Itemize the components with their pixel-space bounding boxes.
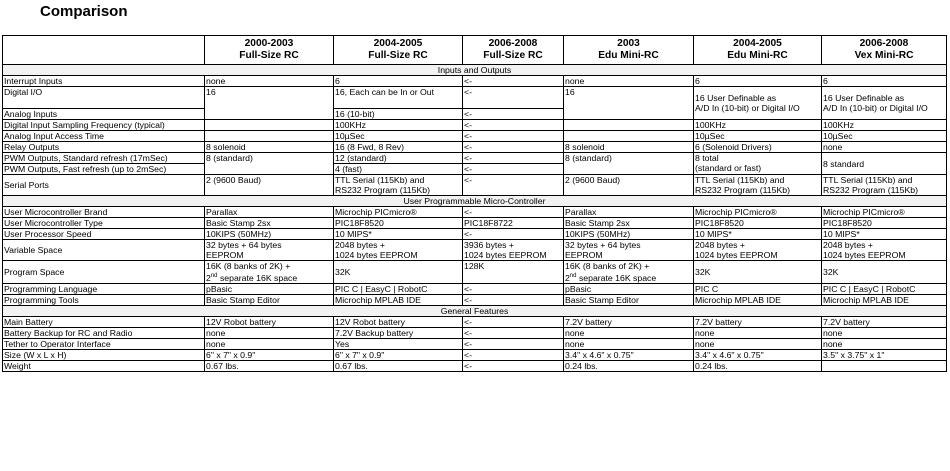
cell: 16 <box>564 87 694 120</box>
cell: PIC18F8520 <box>334 218 463 229</box>
cell: none <box>822 339 947 350</box>
cell: 10KIPS (50MHz) <box>205 229 334 240</box>
section-row <box>3 306 947 317</box>
row-label: Analog Input Access Time <box>3 131 205 142</box>
cell: 100KHz <box>822 120 947 131</box>
cell: 2048 bytes + 1024 bytes EEPROM <box>334 240 463 261</box>
table-row <box>3 295 947 306</box>
cell: Microchip MPLAB IDE <box>694 295 822 306</box>
cell: 0.67 lbs. <box>334 361 463 372</box>
table-row <box>3 350 947 361</box>
header-blank <box>3 36 205 65</box>
cell: 10µSec <box>822 131 947 142</box>
row-label: Programming Tools <box>3 295 205 306</box>
cell: 8 total (standard or fast) <box>694 153 822 175</box>
cell: TTL Serial (115Kb) and RS232 Program (115Kb) <box>334 175 463 196</box>
section-row <box>3 196 947 207</box>
cell: PIC18F8722 <box>463 218 564 229</box>
cell: none <box>822 142 947 153</box>
cell: <- <box>463 142 564 153</box>
table-row <box>3 317 947 328</box>
cell: 4 (fast) <box>334 164 463 175</box>
row-label: Battery Backup for RC and Radio <box>3 328 205 339</box>
cell: 6" x 7" x 0.9" <box>334 350 463 361</box>
cell: 16, Each can be In or Out <box>334 87 463 109</box>
cell: <- <box>463 76 564 87</box>
cell: 3.4" x 4.6" x 0.75" <box>564 350 694 361</box>
cell: <- <box>463 328 564 339</box>
cell <box>822 361 947 372</box>
cell: 32K <box>334 261 463 284</box>
column-header: 2006-2008 Vex Mini-RC <box>822 36 947 65</box>
cell <box>564 131 694 142</box>
row-label: Programming Language <box>3 284 205 295</box>
cell: 32K <box>694 261 822 284</box>
cell: 16 User Definable as A/D In (10-bit) or Digital I/O <box>694 87 822 120</box>
cell: PIC18F8520 <box>822 218 947 229</box>
cell: 3.5" x 3.75" x 1" <box>822 350 947 361</box>
cell: 8 (standard) <box>205 153 334 175</box>
cell: <- <box>463 175 564 196</box>
row-label: Digital Input Sampling Frequency (typical) <box>3 120 205 131</box>
cell: Basic Stamp Editor <box>205 295 334 306</box>
cell: none <box>564 328 694 339</box>
cell: Microchip PICmicro® <box>334 207 463 218</box>
row-label: PWM Outputs, Fast refresh (up to 2mSec) <box>3 164 205 175</box>
cell: 3936 bytes + 1024 bytes EEPROM <box>463 240 564 261</box>
cell: none <box>564 339 694 350</box>
cell: <- <box>463 284 564 295</box>
column-header: 2004-2005 Edu Mini-RC <box>694 36 822 65</box>
cell: Parallax <box>564 207 694 218</box>
table-row <box>3 142 947 153</box>
cell: <- <box>463 361 564 372</box>
table-row <box>3 76 947 87</box>
cell: Microchip PICmicro® <box>822 207 947 218</box>
cell: 10KIPS (50MHz) <box>564 229 694 240</box>
cell: Basic Stamp Editor <box>564 295 694 306</box>
section-general-features: General Features <box>3 306 947 317</box>
cell: <- <box>463 295 564 306</box>
cell: 32 bytes + 64 bytes EEPROM <box>564 240 694 261</box>
row-label: Main Battery <box>3 317 205 328</box>
cell: <- <box>463 153 564 164</box>
cell: PIC C | EasyC | RobotC <box>822 284 947 295</box>
cell: 6 <box>822 76 947 87</box>
header-row <box>3 36 947 65</box>
cell: <- <box>463 207 564 218</box>
column-header: 2003 Edu Mini-RC <box>564 36 694 65</box>
cell: Microchip MPLAB IDE <box>334 295 463 306</box>
cell: 7.2V battery <box>694 317 822 328</box>
cell: 8 solenoid <box>205 142 334 153</box>
section-inputs-outputs: Inputs and Outputs <box>3 65 947 76</box>
cell: Basic Stamp 2sx <box>564 218 694 229</box>
cell: <- <box>463 229 564 240</box>
cell: 10 MIPS* <box>334 229 463 240</box>
cell: 6" x 7" x 0.9" <box>205 350 334 361</box>
cell: 32K <box>822 261 947 284</box>
table-row <box>3 284 947 295</box>
row-label: Serial Ports <box>3 175 205 196</box>
cell: <- <box>463 131 564 142</box>
cell: none <box>205 328 334 339</box>
table-row <box>3 175 947 196</box>
row-label: PWM Outputs, Standard refresh (17mSec) <box>3 153 205 164</box>
cell: 0.24 lbs. <box>564 361 694 372</box>
cell: 32 bytes + 64 bytes EEPROM <box>205 240 334 261</box>
cell: 16 <box>205 87 334 120</box>
cell: 2048 bytes + 1024 bytes EEPROM <box>694 240 822 261</box>
cell: 6 <box>694 76 822 87</box>
cell: 6 <box>334 76 463 87</box>
table-row <box>3 87 947 109</box>
cell <box>564 120 694 131</box>
table-row <box>3 153 947 164</box>
column-header: 2000-2003 Full-Size RC <box>205 36 334 65</box>
cell: TTL Serial (115Kb) and RS232 Program (115Kb) <box>694 175 822 196</box>
section-row <box>3 65 947 76</box>
cell: none <box>205 339 334 350</box>
cell: Parallax <box>205 207 334 218</box>
cell: none <box>694 339 822 350</box>
cell: <- <box>463 109 564 120</box>
cell: 3.4" x 4.6" x 0.75" <box>694 350 822 361</box>
cell: Yes <box>334 339 463 350</box>
cell: PIC C | EasyC | RobotC <box>334 284 463 295</box>
cell: 16 User Definable as A/D In (10-bit) or Digital I/O <box>822 87 947 120</box>
cell: 16K (8 banks of 2K) + 2nd separate 16K space <box>564 261 694 284</box>
cell: 12 (standard) <box>334 153 463 164</box>
table-row <box>3 218 947 229</box>
row-label: Analog Inputs <box>3 109 205 120</box>
cell: 2048 bytes + 1024 bytes EEPROM <box>822 240 947 261</box>
cell: 7.2V battery <box>564 317 694 328</box>
comparison-table <box>2 35 947 372</box>
cell: none <box>694 328 822 339</box>
cell <box>205 131 334 142</box>
cell: 2 (9600 Baud) <box>564 175 694 196</box>
cell: 10µSec <box>694 131 822 142</box>
cell: Microchip MPLAB IDE <box>822 295 947 306</box>
cell <box>205 120 334 131</box>
cell: 100KHz <box>334 120 463 131</box>
row-label: Program Space <box>3 261 205 284</box>
cell: 128K <box>463 261 564 284</box>
cell: Microchip PICmicro® <box>694 207 822 218</box>
row-label: User Microcontroller Brand <box>3 207 205 218</box>
cell: <- <box>463 317 564 328</box>
cell: <- <box>463 164 564 175</box>
table-row <box>3 229 947 240</box>
cell: TTL Serial (115Kb) and RS232 Program (115Kb) <box>822 175 947 196</box>
cell: 8 solenoid <box>564 142 694 153</box>
row-label: Size (W x L x H) <box>3 350 205 361</box>
column-header: 2004-2005 Full-Size RC <box>334 36 463 65</box>
table-row <box>3 207 947 218</box>
row-label: Variable Space <box>3 240 205 261</box>
cell: 10 MIPS* <box>822 229 947 240</box>
table-row <box>3 120 947 131</box>
cell: 12V Robot battery <box>334 317 463 328</box>
row-label: Relay Outputs <box>3 142 205 153</box>
row-label: User Microcontroller Type <box>3 218 205 229</box>
cell: 8 (standard) <box>564 153 694 175</box>
cell: Basic Stamp 2sx <box>205 218 334 229</box>
row-label: Interrupt Inputs <box>3 76 205 87</box>
table-row <box>3 240 947 261</box>
cell: 2 (9600 Baud) <box>205 175 334 196</box>
row-label: User Processor Speed <box>3 229 205 240</box>
cell: 100KHz <box>694 120 822 131</box>
cell: 0.24 lbs. <box>694 361 822 372</box>
cell: 0.67 lbs. <box>205 361 334 372</box>
cell: 10µSec <box>334 131 463 142</box>
page-title: Comparison <box>40 3 128 20</box>
cell: <- <box>463 350 564 361</box>
column-header: 2006-2008 Full-Size RC <box>463 36 564 65</box>
cell: PIC C <box>694 284 822 295</box>
cell: <- <box>463 120 564 131</box>
cell: <- <box>463 339 564 350</box>
cell: 7.2V Backup battery <box>334 328 463 339</box>
row-label: Weight <box>3 361 205 372</box>
row-label: Digital I/O <box>3 87 205 109</box>
section-micro-controller: User Programmable Micro-Controller <box>3 196 947 207</box>
cell: 16 (8 Fwd, 8 Rev) <box>334 142 463 153</box>
cell: <- <box>463 87 564 109</box>
table-row <box>3 131 947 142</box>
cell: 8 standard <box>822 153 947 175</box>
cell: none <box>822 328 947 339</box>
cell: pBasic <box>564 284 694 295</box>
table-row <box>3 361 947 372</box>
cell: 16K (8 banks of 2K) + 2nd separate 16K space <box>205 261 334 284</box>
cell: 16 (10-bit) <box>334 109 463 120</box>
table-row <box>3 339 947 350</box>
row-label: Tether to Operator Interface <box>3 339 205 350</box>
cell: pBasic <box>205 284 334 295</box>
table-row <box>3 328 947 339</box>
cell: none <box>564 76 694 87</box>
cell: PIC18F8520 <box>694 218 822 229</box>
cell: 12V Robot battery <box>205 317 334 328</box>
cell: 10 MIPS* <box>694 229 822 240</box>
cell: 6 (Solenoid Drivers) <box>694 142 822 153</box>
cell: 7.2V battery <box>822 317 947 328</box>
cell: none <box>205 76 334 87</box>
table-row <box>3 261 947 284</box>
